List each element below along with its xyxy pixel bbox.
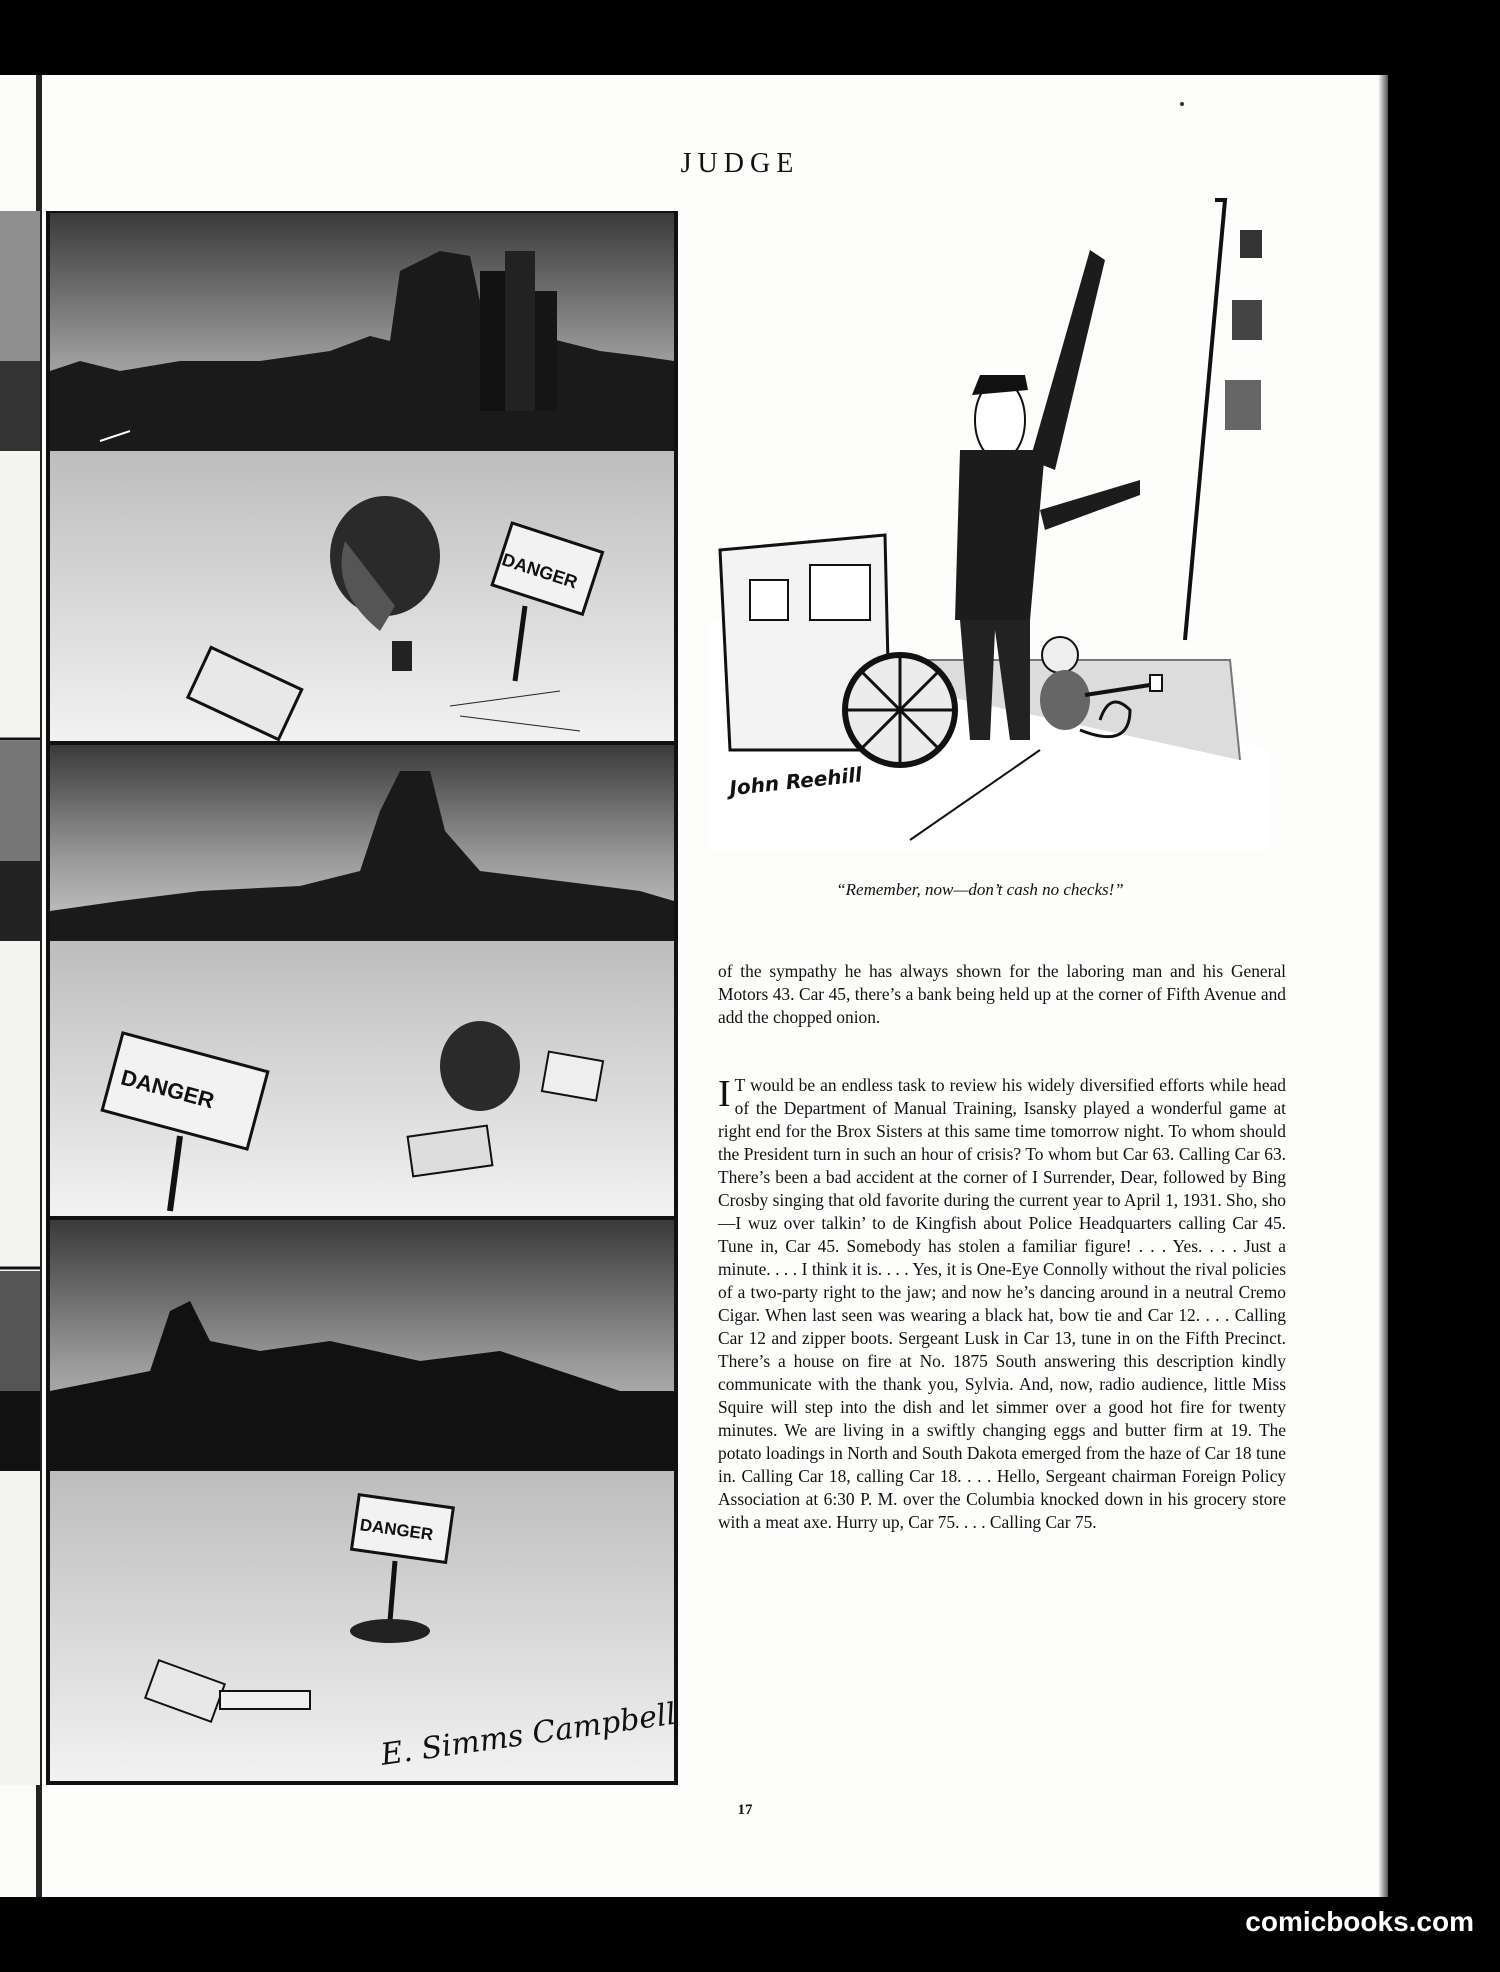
cartoon-illustration xyxy=(710,190,1270,850)
dropcap: I xyxy=(718,1073,731,1115)
comic-artist-signature: E. Simms Campbell xyxy=(378,1696,679,1773)
comic-panel-2 xyxy=(50,745,674,1216)
organ-cart xyxy=(720,535,955,765)
print-speck xyxy=(1180,102,1184,106)
comic-panel-1 xyxy=(50,213,674,741)
right-page-edge xyxy=(1378,75,1388,1897)
article-paragraph-1: of the sympathy he has always shown for the laboring man and his General Motors 43. Car 45, there’s a bank being held up at the corner of Fifth Avenue and add the chopped onion. xyxy=(718,961,1286,1027)
cartoon-artist-signature: John Reehill xyxy=(728,762,864,801)
watermark: comicbooks.com xyxy=(1245,1906,1474,1937)
sign-label: DANGER xyxy=(358,1515,435,1545)
comic-panel-3 xyxy=(50,1220,674,1781)
comic-strip xyxy=(0,211,680,1785)
article-paragraph-2-text: T would be an endless task to review his widely diversified efforts while head of the Department of Manual Training, Isansky played a wonderful game at right end for the Brox Sisters at this same time tomorrow night. To whom should the President turn in such an hour of crisis? To whom but Car 63. Calling Car 63. There’s been a bad accident at the corner of I Surrender, Dear, followed by Bing Crosby singing that old favorite during the current year to April 1, 1931. Sho, sho—I wuz over talkin’ to de Kingfish about Police Headquarters calling Car 45. Tune in, Car 45. Somebody has stolen a familiar figure! . . . Yes. . . . Just a minute. . . . I think it is. . . . Yes, it is One-Eye Connolly without the rival policies of a two-party right to the jaw; and now he’s dancing around in a neutral Cremo Cigar. When last seen was wearing a black hat, bow tie and Car 12. . . . Calling Car 12 and zipper boots. Sergeant Lusk in Car 13, tune in on the Fifth Precinct. There’s a house on fire at No. 1875 South answering this description kindly communicate with the thank you, Sylvia. And, now, radio audience, little Miss Squire will step into the dish and let simmer over a good hot fire for twenty minutes. We are living in a swiftly changing eggs and butter firm at 19. The potato loadings in North and South Dakota emerged from the haze of Car 18 tune in. Calling Car 18, calling Car 18. . . . Hello, Sergeant chairman Foreign Policy Association at 6:30 P. M. over the Columbia knocked down in his grocery store with a meat axe. Hurry up, Car 75. . . . Calling Car 75. xyxy=(718,1075,1286,1532)
article-paragraph-2 xyxy=(718,1074,1286,1534)
sign-label: DANGER xyxy=(499,549,580,593)
page-number: 17 xyxy=(737,1802,753,1818)
cartoon-caption: “Remember, now—don’t cash no checks!” xyxy=(836,880,1124,899)
sign-label: DANGER xyxy=(118,1064,217,1114)
masthead-title: JUDGE xyxy=(680,148,800,179)
